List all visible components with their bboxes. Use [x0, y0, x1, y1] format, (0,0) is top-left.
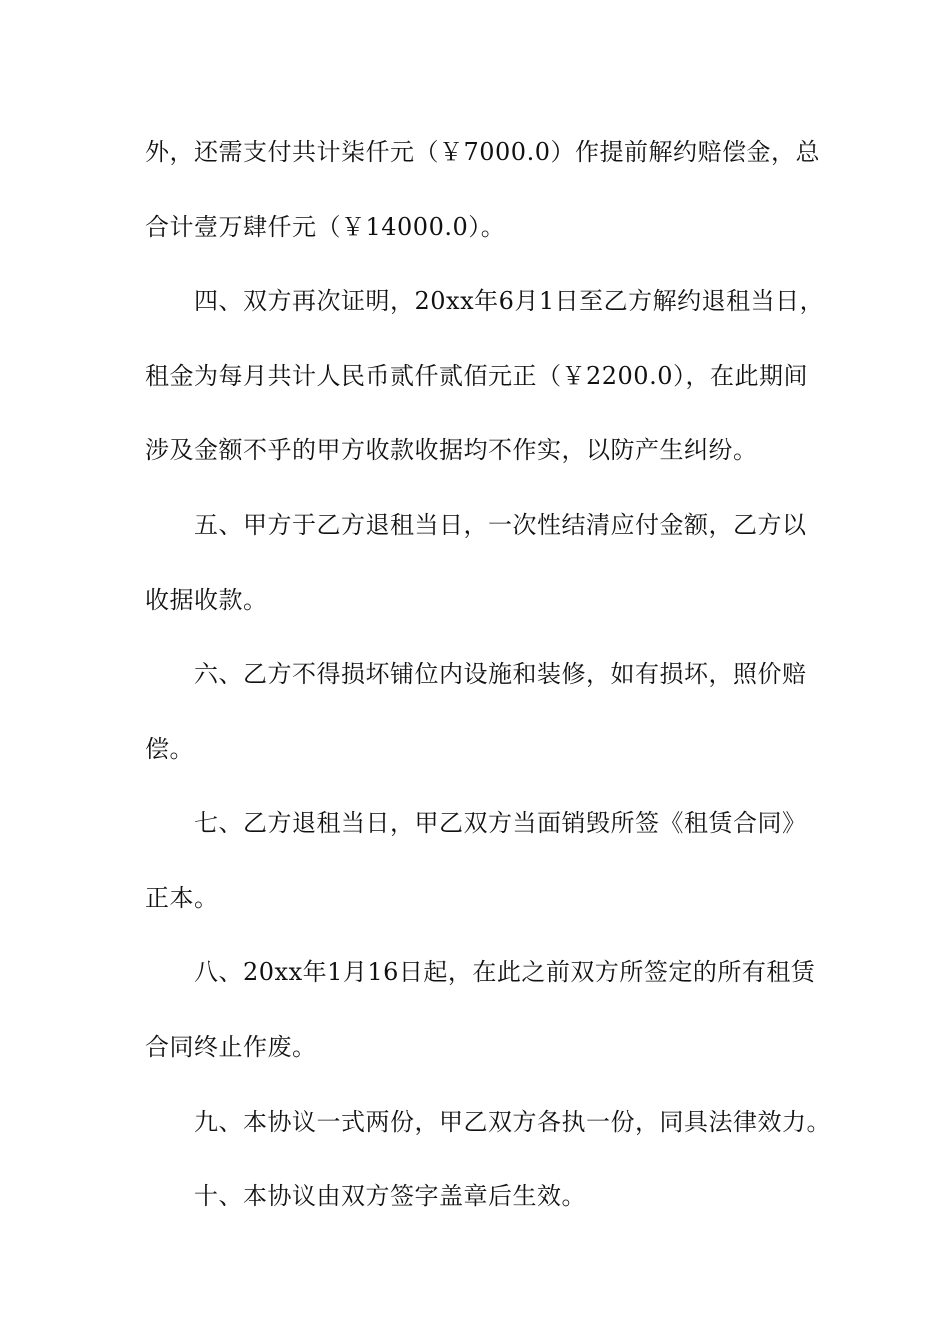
clause-7-line-1: 七、乙方退租当日，甲乙双方当面销毁所签《租赁合同》: [194, 809, 807, 837]
clause-4-line-3: 涉及金额不乎的甲方收款收据均不作实，以防产生纠纷。: [145, 436, 758, 464]
clause-4-line-2: 租金为每月共计人民币贰仟贰佰元正（￥2200.0），在此期间: [145, 362, 808, 390]
clause-5-line-1: 五、甲方于乙方退租当日，一次性结清应付金额，乙方以: [194, 511, 807, 539]
clause-4-line-1: 四、双方再次证明，20xx年6月1日至乙方解约退租当日，: [194, 287, 825, 315]
clause-6-line-1: 六、乙方不得损坏铺位内设施和装修，如有损坏，照价赔: [194, 660, 807, 688]
text-line-2: 合计壹万肆仟元（￥14000.0）。: [145, 213, 506, 241]
clause-5-line-2: 收据收款。: [145, 586, 268, 614]
clause-8-line-1: 八、20xx年1月16日起，在此之前双方所签定的所有租赁: [194, 958, 816, 986]
clause-9-line-1: 九、本协议一式两份，甲乙双方各执一份，同具法律效力。: [194, 1108, 831, 1136]
clause-8-line-2: 合同终止作废。: [145, 1033, 317, 1061]
clause-7-line-2: 正本。: [145, 884, 219, 912]
clause-6-line-2: 偿。: [145, 735, 194, 763]
text-line-1: 外，还需支付共计柒仟元（￥7000.0）作提前解约赔偿金，总: [145, 138, 820, 166]
clause-10-line-1: 十、本协议由双方签字盖章后生效。: [194, 1182, 586, 1210]
